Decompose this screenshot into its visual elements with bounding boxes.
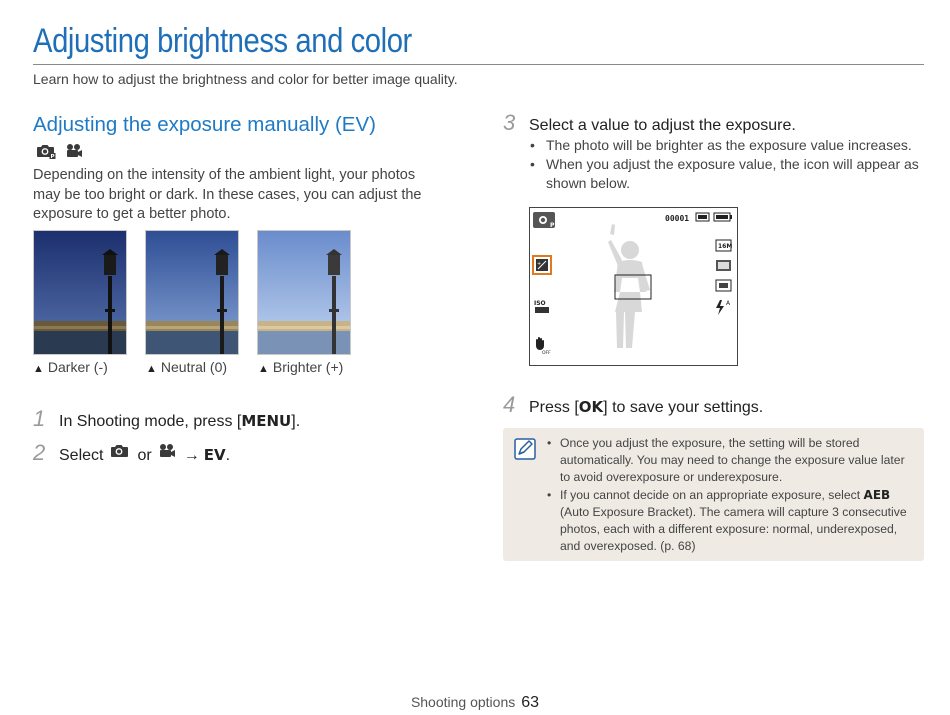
page-intro: Learn how to adjust the brightness and color for better image quality. <box>33 71 458 87</box>
svg-text:OFF: OFF <box>542 351 551 356</box>
aeb-label: AEB <box>863 488 891 503</box>
camera-program-icon <box>109 443 131 464</box>
step-1: 1 In Shooting mode, press [ MENU ]. <box>33 406 301 431</box>
neutral-photo-image <box>146 231 239 355</box>
note-list <box>546 435 916 557</box>
caption-darker: ▲ Darker (-) <box>33 359 108 375</box>
example-photo-darker <box>33 230 127 355</box>
svg-text:+: + <box>537 261 542 267</box>
step-2: 2 Select or → EV . <box>33 440 231 465</box>
svg-text:16M: 16M <box>718 243 733 250</box>
section-title: Adjusting the exposure manually (EV) <box>33 113 376 136</box>
triangle-icon: ▲ <box>33 363 44 375</box>
camera-program-icon <box>533 212 555 229</box>
list-item: • If you cannot decide on an appropriate exposure, select AEB (Auto Exposure Bracket). The camera will capture 3 consecutive photos, each with a different exposure: normal, underexposed, and overexposed. (p. 68) <box>546 487 916 554</box>
ois-off-icon <box>536 337 551 356</box>
brighter-photo-image <box>258 231 351 355</box>
camera-lcd-illustration <box>529 207 738 366</box>
resolution-icon <box>716 240 732 251</box>
caption-neutral: ▲ Neutral (0) <box>146 359 228 375</box>
mode-icons <box>35 143 83 159</box>
menu-key: MENU <box>241 412 292 430</box>
list-item: • When you adjust the exposure value, the icon will appear as shown below. <box>528 155 928 193</box>
ok-key: OK <box>578 398 604 416</box>
note-box <box>503 428 924 561</box>
list-item: • The photo will be brighter as the exposure value increases. <box>528 136 928 155</box>
page-number: 63 <box>521 694 540 711</box>
metering-icon <box>716 280 731 291</box>
quality-icon <box>716 260 731 271</box>
step-3: 3 Select a value to adjust the exposure. <box>503 110 796 135</box>
footer-section: Shooting options <box>410 694 516 710</box>
ev-highlight-icon <box>533 256 551 274</box>
darker-photo-image <box>34 231 127 355</box>
svg-text:ISO: ISO <box>534 300 546 307</box>
step-3-bullets <box>528 136 928 193</box>
ev-key: EV <box>203 446 226 464</box>
flash-auto-icon <box>716 300 731 315</box>
iso-icon <box>534 300 549 313</box>
svg-text:P: P <box>550 222 555 229</box>
movie-icon <box>65 143 83 159</box>
example-photo-neutral <box>145 230 239 355</box>
section-body: Depending on the intensity of the ambient light, your photos may be too bright or dark. In these cases, you can adjust the exposure to get a better photo. <box>33 167 422 222</box>
example-photo-brighter <box>257 230 351 355</box>
triangle-icon: ▲ <box>258 363 269 375</box>
list-item: • Once you adjust the exposure, the setting will be stored automatically. You may need to change the exposure value later to avoid overexposure or underexposure. <box>546 435 916 485</box>
svg-text:A: A <box>726 300 731 307</box>
triangle-icon: ▲ <box>146 363 157 375</box>
page-footer <box>0 694 950 712</box>
subject-silhouette <box>608 224 650 348</box>
caption-brighter: ▲ Brighter (+) <box>258 359 344 375</box>
step-4: 4 Press [ OK ] to save your settings. <box>503 392 764 417</box>
shot-count: 00001 <box>665 214 690 223</box>
note-pencil-icon <box>514 438 536 465</box>
page-title: Adjusting brightness and color <box>33 22 412 60</box>
battery-icon <box>714 213 732 221</box>
title-divider <box>33 64 924 65</box>
svg-text:P: P <box>50 154 55 159</box>
movie-icon <box>158 443 176 464</box>
camera-program-icon <box>35 143 57 159</box>
